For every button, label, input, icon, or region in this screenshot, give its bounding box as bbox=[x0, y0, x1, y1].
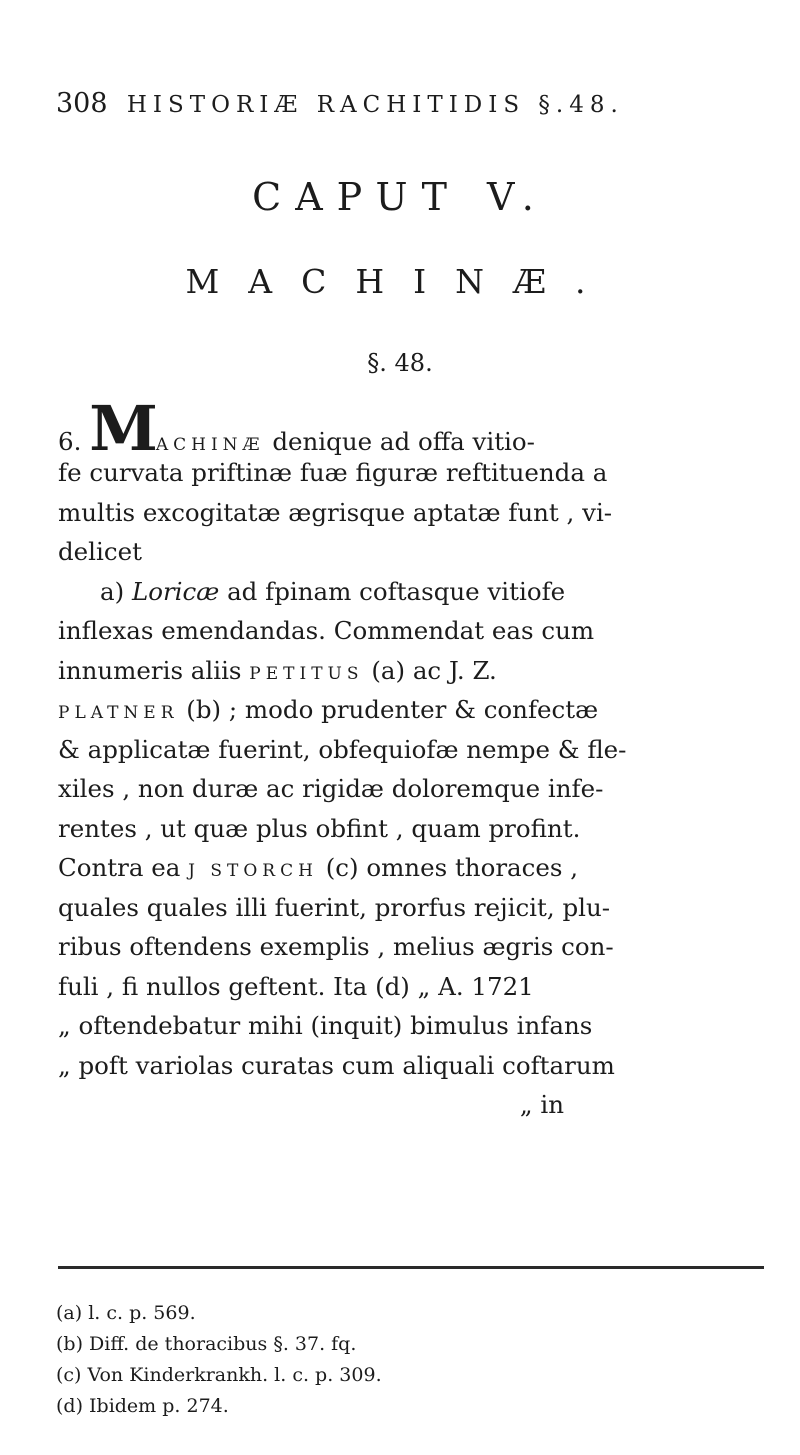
text-span: (a) ac bbox=[371, 655, 449, 685]
drop-initial: M bbox=[89, 392, 156, 465]
text-line: quales quales illi fuerint, prorfus rejicit, plu- bbox=[58, 892, 611, 922]
author-initials: J. Z. bbox=[448, 655, 497, 685]
footnote: (d) Ibidem p. 274. bbox=[56, 1395, 229, 1417]
text-line: „ poft variolas curatas cum aliquali coftarum bbox=[58, 1050, 615, 1080]
text-span: Contra ea bbox=[58, 853, 189, 882]
text-line: xiles , non duræ ac rigidæ doloremque infe- bbox=[58, 774, 604, 803]
text-line: inflexas emendandas. Commendat eas cum bbox=[58, 616, 595, 645]
footnote: (b) Diff. de thoracibus §. 37. fq. bbox=[56, 1333, 357, 1355]
text-line: delicet bbox=[58, 537, 142, 566]
text-line: rentes , ut quæ plus obfint , quam profint. bbox=[58, 813, 581, 843]
chapter-title: MACHINÆ. bbox=[185, 262, 615, 301]
text-span: a) bbox=[100, 576, 132, 606]
text-line: fuli , fi nullos geftent. Ita (d) „ A. 1721 bbox=[58, 971, 534, 1001]
text-span: ad fpinam coftasque vitiofe bbox=[227, 576, 566, 606]
body-paragraph bbox=[58, 392, 764, 1125]
section-number: §. 48. bbox=[367, 349, 433, 377]
author-name: PETITUS bbox=[249, 663, 364, 684]
text-line: „ in bbox=[519, 1090, 564, 1119]
author-name: PLATNER bbox=[58, 703, 179, 723]
text-line: multis excogitatæ ægrisque aptatæ funt , vi- bbox=[58, 497, 613, 527]
text-line: „ oftendebatur mihi (inquit) bimulus infans bbox=[58, 1011, 593, 1040]
text-line bbox=[58, 651, 764, 691]
italic-term: Loricæ bbox=[131, 576, 220, 606]
text-span: innumeris aliis bbox=[58, 655, 250, 685]
chapter-heading: CAPUT V. bbox=[252, 175, 548, 219]
footnote: (c) Von Kinderkrankh. l. c. p. 309. bbox=[56, 1364, 382, 1386]
running-title: HISTORIÆ RACHITIDIS §.48. bbox=[126, 92, 624, 118]
text-line bbox=[58, 690, 764, 730]
text-line: ribus oftendens exemplis , melius ægris con- bbox=[58, 932, 614, 961]
text-line bbox=[58, 392, 764, 465]
footnote-divider bbox=[58, 1266, 764, 1269]
paragraph-number: 6. bbox=[58, 427, 82, 456]
text-span: denique ad offa vitio- bbox=[272, 427, 535, 456]
page-number: 308 bbox=[56, 88, 108, 119]
text-line: & applicatæ fuerint, obfequiofæ nempe & fle- bbox=[58, 734, 627, 764]
text-span: (c) omnes thoraces , bbox=[325, 853, 579, 882]
text-line: fe curvata priftinæ fuæ figuræ reftituenda a bbox=[58, 458, 608, 487]
initial-word-rest: ACHINÆ bbox=[155, 435, 265, 455]
running-header bbox=[56, 88, 756, 119]
footnote: (a) l. c. p. 569. bbox=[56, 1302, 196, 1324]
text-line bbox=[58, 572, 764, 612]
text-line bbox=[58, 848, 764, 888]
author-name: J STORCH bbox=[188, 861, 318, 881]
text-span: (b) ; modo prudenter & confectæ bbox=[186, 695, 599, 724]
footnotes bbox=[56, 1298, 762, 1422]
